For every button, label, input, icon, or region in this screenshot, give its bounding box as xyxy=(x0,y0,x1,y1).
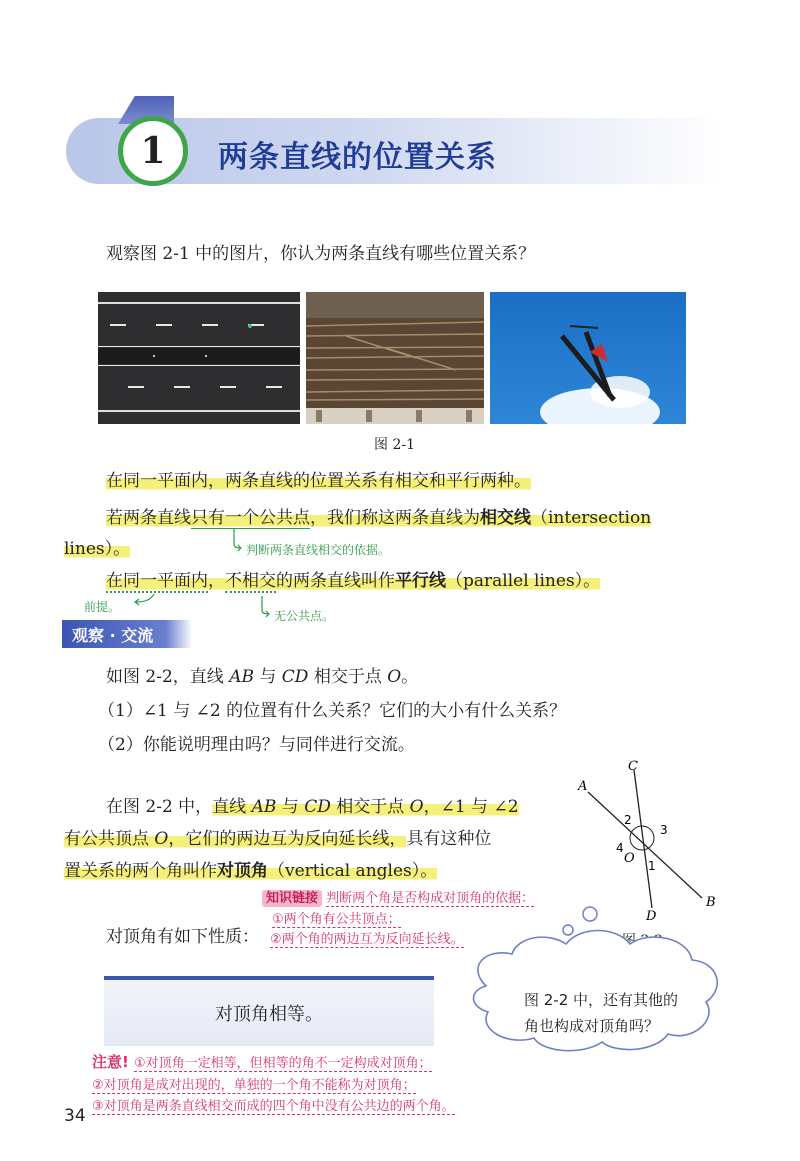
vertical-angles-line-1 xyxy=(106,794,519,820)
section-title: 两条直线的位置关系 xyxy=(218,140,497,175)
text-segment: 相交于点 xyxy=(308,667,388,687)
point-o-label: O xyxy=(409,797,424,817)
line-ab-label: AB xyxy=(229,667,254,687)
property-intro: 对顶角有如下性质： xyxy=(106,927,259,947)
point-o-label: O xyxy=(154,829,169,849)
angle-label-3: 3 xyxy=(660,823,668,837)
text-segment: ，∠1 与 ∠2 xyxy=(423,797,519,817)
term-parallel-lines: 平行线 xyxy=(395,571,446,591)
text-segment: ，我们称这两条直线为 xyxy=(310,508,480,528)
vertical-angles-line-3 xyxy=(64,858,437,884)
page-number: 34 xyxy=(64,1106,86,1126)
annotation-premise: 前提。 xyxy=(84,600,121,614)
observe-question-1: （1）∠1 与 ∠2 的位置有什么关系？它们的大小有什么关系？ xyxy=(98,701,567,721)
annotation-arrow xyxy=(230,526,244,552)
intro-question: 观察图 2-1 中的图片，你认为两条直线有哪些位置关系？ xyxy=(106,244,536,264)
point-label-c: C xyxy=(628,759,638,774)
text-segment: ， xyxy=(208,571,225,591)
annotation-intersection-basis: 判断两条直线相交的依据。 xyxy=(246,543,391,557)
annotation-no-common-point: 无公共点。 xyxy=(274,609,335,623)
line-cd-label: CD xyxy=(304,797,331,817)
note-item-3: ③对顶角是两条直线相交而成的四个角中没有公共边的两个角。 xyxy=(92,1095,455,1115)
text-segment: ，它们的两边互为反向延长线， xyxy=(168,829,407,849)
text-segment: 与 xyxy=(276,797,305,817)
text-segment: lines）。 xyxy=(64,539,131,559)
text-segment-wavy: 在同一平面内 xyxy=(106,571,208,591)
text-segment-wavy: 不相交 xyxy=(225,571,276,591)
knowledge-link-item-2: ②两个角的两边互为反向延长线。 xyxy=(270,928,464,948)
note-item-1: ①对顶角一定相等，但相等的角不一定构成对顶角； xyxy=(133,1056,432,1071)
text-segment: 有公共顶点 xyxy=(64,829,155,849)
angle-label-1: 1 xyxy=(648,859,656,873)
text-segment: 如图 2-2，直线 xyxy=(106,667,230,687)
text-segment-underlined: 只有一个公共点 xyxy=(191,508,310,528)
observe-question-2: （2）你能说明理由吗？与同伴进行交流。 xyxy=(98,735,415,755)
figure-2-1-caption: 图 2-1 xyxy=(374,437,415,453)
railway-photo xyxy=(306,292,484,424)
text-segment: 在图 2-2 中， xyxy=(106,797,213,817)
property-box: 对顶角相等。 xyxy=(104,976,434,1046)
definition-intersecting-lines-cont xyxy=(64,536,130,562)
term-intersecting-lines: 相交线 xyxy=(480,508,531,528)
note-block-line-1 xyxy=(92,1051,432,1072)
text-segment: 的两条直线叫作 xyxy=(276,571,395,591)
knowledge-link-title: 判断两个角是否构成对顶角的依据： xyxy=(326,891,535,906)
text-segment: 相交于点 xyxy=(330,797,410,817)
point-label-a: A xyxy=(578,779,588,794)
line-ab-label: AB xyxy=(251,797,277,817)
knowledge-link-tag: 知识链接 xyxy=(262,890,322,907)
line-cd xyxy=(634,770,652,908)
text-segment: 直线 xyxy=(212,797,252,817)
cloud-question-line-2: 角也构成对顶角吗？ xyxy=(524,1017,660,1035)
observe-exchange-tag: 观察 · 交流 xyxy=(62,620,192,648)
observe-prompt xyxy=(106,664,418,690)
annotation-arrow xyxy=(258,594,272,620)
cloud-question-line-1: 图 2-2 中，还有其他的 xyxy=(524,991,679,1009)
text-segment: （parallel lines）。 xyxy=(446,571,601,591)
section-number-badge: 1 xyxy=(118,116,188,186)
text-segment: 若两条直线 xyxy=(106,508,191,528)
definition-intersecting-lines xyxy=(106,505,651,531)
text-segment: 置关系的两个角叫作 xyxy=(64,861,217,881)
road-photo xyxy=(98,292,300,424)
text-segment: （vertical angles）。 xyxy=(268,861,438,881)
text-segment: 具有这种位 xyxy=(406,829,492,849)
definition-position-relations xyxy=(106,468,531,494)
point-label-d: D xyxy=(646,909,657,924)
highlighted-text: 在同一平面内，两条直线的位置关系有相交和平行两种。 xyxy=(106,471,531,491)
vertical-angles-line-2 xyxy=(64,826,491,852)
definition-parallel-lines xyxy=(106,568,600,594)
text-segment: 。 xyxy=(401,667,419,687)
point-o-label: O xyxy=(387,667,402,687)
term-vertical-angles: 对顶角 xyxy=(217,861,268,881)
angle-label-4: 4 xyxy=(616,841,624,855)
line-cd-label: CD xyxy=(281,667,309,687)
skis-photo xyxy=(490,292,686,424)
line-ab xyxy=(588,792,702,898)
text-segment: （intersection xyxy=(531,508,652,528)
note-item-2: ②对顶角是成对出现的，单独的一个角不能称为对顶角； xyxy=(92,1074,416,1094)
angle-label-2: 2 xyxy=(624,813,632,827)
text-segment: 与 xyxy=(253,667,282,687)
annotation-arrow xyxy=(120,592,160,608)
knowledge-link-item-1: ①两个角有公共顶点； xyxy=(272,908,401,928)
point-label-b: B xyxy=(706,895,716,910)
note-badge: 注意! xyxy=(92,1053,129,1071)
point-label-o: O xyxy=(624,851,635,866)
